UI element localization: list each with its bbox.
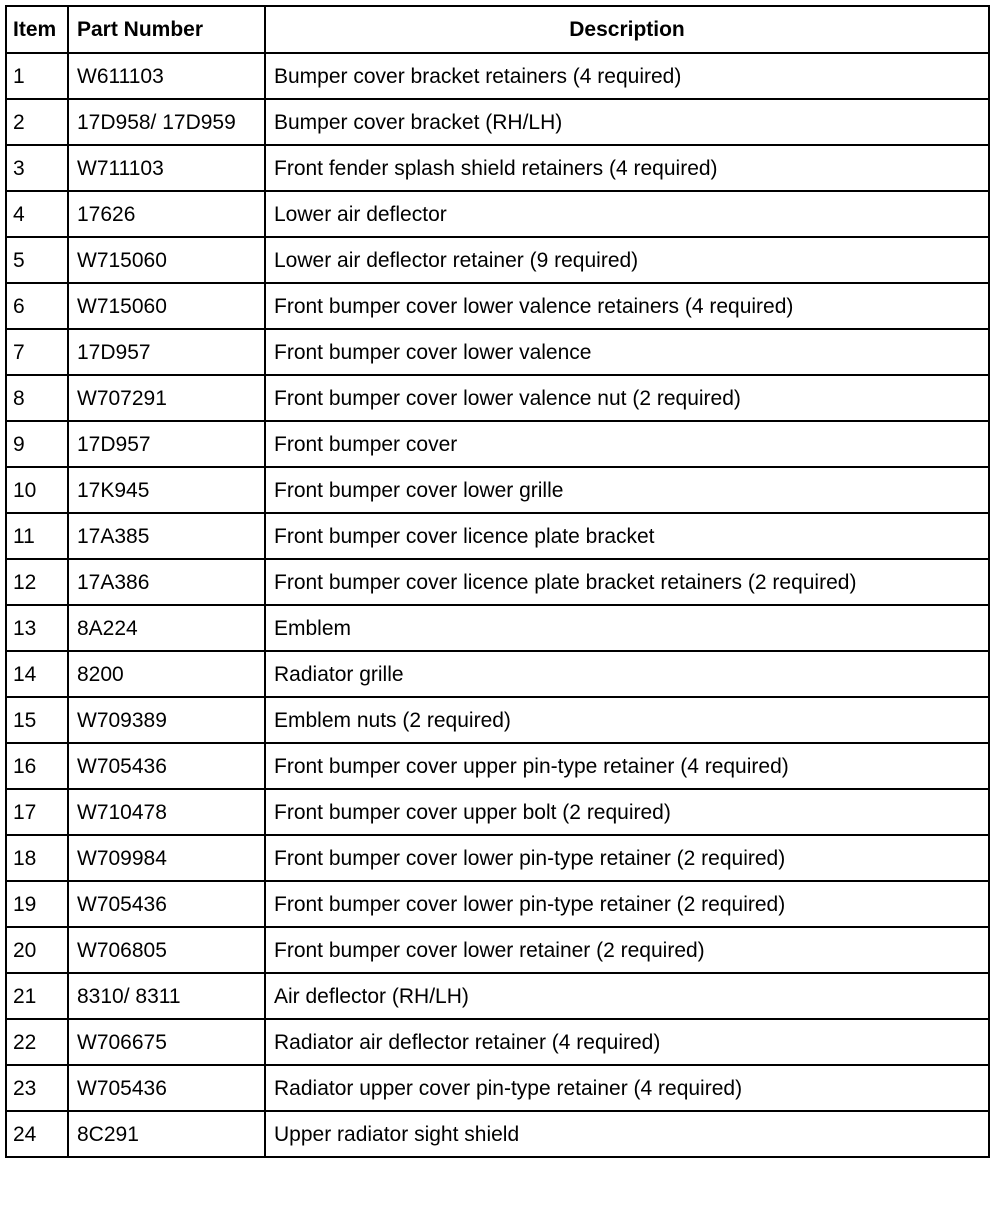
table-row [6, 743, 989, 789]
cell-part-number: W706675 [68, 1019, 265, 1065]
table-header-row [6, 6, 989, 53]
table-body [6, 53, 989, 1157]
cell-part-number: 8C291 [68, 1111, 265, 1157]
table-row [6, 283, 989, 329]
cell-description: Front bumper cover lower pin-type retainer (2 required) [265, 881, 989, 927]
cell-item: 15 [6, 697, 68, 743]
cell-part-number: 17D957 [68, 329, 265, 375]
column-header-part-number: Part Number [68, 6, 265, 53]
cell-part-number: 8200 [68, 651, 265, 697]
cell-part-number: 17A385 [68, 513, 265, 559]
cell-description: Lower air deflector [265, 191, 989, 237]
cell-item: 14 [6, 651, 68, 697]
cell-item: 9 [6, 421, 68, 467]
cell-description: Front fender splash shield retainers (4 required) [265, 145, 989, 191]
cell-item: 6 [6, 283, 68, 329]
cell-description: Front bumper cover [265, 421, 989, 467]
cell-description: Emblem [265, 605, 989, 651]
cell-item: 13 [6, 605, 68, 651]
cell-item: 18 [6, 835, 68, 881]
table-row [6, 145, 989, 191]
cell-item: 1 [6, 53, 68, 99]
cell-description: Radiator upper cover pin-type retainer (4 required) [265, 1065, 989, 1111]
table-row [6, 927, 989, 973]
cell-part-number: W709389 [68, 697, 265, 743]
table-row [6, 651, 989, 697]
cell-description: Radiator grille [265, 651, 989, 697]
cell-item: 8 [6, 375, 68, 421]
cell-description: Front bumper cover lower pin-type retainer (2 required) [265, 835, 989, 881]
table-row [6, 421, 989, 467]
cell-item: 5 [6, 237, 68, 283]
cell-item: 3 [6, 145, 68, 191]
cell-part-number: W710478 [68, 789, 265, 835]
cell-part-number: 17A386 [68, 559, 265, 605]
cell-part-number: W711103 [68, 145, 265, 191]
cell-description: Front bumper cover upper bolt (2 required) [265, 789, 989, 835]
cell-item: 4 [6, 191, 68, 237]
cell-description: Front bumper cover licence plate bracket retainers (2 required) [265, 559, 989, 605]
cell-part-number: W709984 [68, 835, 265, 881]
cell-part-number: 17D957 [68, 421, 265, 467]
cell-part-number: W611103 [68, 53, 265, 99]
table-row [6, 973, 989, 1019]
column-header-item: Item [6, 6, 68, 53]
table-row [6, 329, 989, 375]
cell-item: 23 [6, 1065, 68, 1111]
cell-description: Upper radiator sight shield [265, 1111, 989, 1157]
cell-part-number: 17D958/ 17D959 [68, 99, 265, 145]
cell-description: Bumper cover bracket retainers (4 required) [265, 53, 989, 99]
cell-description: Front bumper cover lower valence retainers (4 required) [265, 283, 989, 329]
cell-description: Radiator air deflector retainer (4 required) [265, 1019, 989, 1065]
table-row [6, 191, 989, 237]
table-row [6, 375, 989, 421]
table-row [6, 467, 989, 513]
cell-item: 20 [6, 927, 68, 973]
table-row [6, 99, 989, 145]
cell-item: 10 [6, 467, 68, 513]
cell-description: Front bumper cover lower valence [265, 329, 989, 375]
cell-part-number: 17K945 [68, 467, 265, 513]
cell-description: Front bumper cover upper pin-type retainer (4 required) [265, 743, 989, 789]
table-row [6, 697, 989, 743]
cell-item: 24 [6, 1111, 68, 1157]
table-row [6, 789, 989, 835]
table-row [6, 1019, 989, 1065]
cell-part-number: 8310/ 8311 [68, 973, 265, 1019]
cell-part-number: W706805 [68, 927, 265, 973]
cell-part-number: W715060 [68, 237, 265, 283]
cell-item: 17 [6, 789, 68, 835]
cell-item: 2 [6, 99, 68, 145]
cell-item: 22 [6, 1019, 68, 1065]
table-row [6, 605, 989, 651]
parts-table [5, 5, 990, 1158]
column-header-description: Description [265, 6, 989, 53]
cell-item: 7 [6, 329, 68, 375]
cell-part-number: W705436 [68, 881, 265, 927]
cell-description: Emblem nuts (2 required) [265, 697, 989, 743]
table-row [6, 559, 989, 605]
cell-item: 12 [6, 559, 68, 605]
cell-item: 11 [6, 513, 68, 559]
cell-description: Air deflector (RH/LH) [265, 973, 989, 1019]
table-row [6, 53, 989, 99]
cell-description: Front bumper cover licence plate bracket [265, 513, 989, 559]
cell-part-number: 17626 [68, 191, 265, 237]
table-row [6, 237, 989, 283]
table-row [6, 835, 989, 881]
cell-part-number: W705436 [68, 743, 265, 789]
cell-part-number: W705436 [68, 1065, 265, 1111]
cell-description: Bumper cover bracket (RH/LH) [265, 99, 989, 145]
cell-item: 19 [6, 881, 68, 927]
cell-description: Front bumper cover lower retainer (2 required) [265, 927, 989, 973]
cell-part-number: 8A224 [68, 605, 265, 651]
table-row [6, 1111, 989, 1157]
cell-item: 21 [6, 973, 68, 1019]
cell-description: Lower air deflector retainer (9 required) [265, 237, 989, 283]
table-row [6, 881, 989, 927]
cell-description: Front bumper cover lower valence nut (2 required) [265, 375, 989, 421]
cell-part-number: W715060 [68, 283, 265, 329]
table-row [6, 1065, 989, 1111]
table-row [6, 513, 989, 559]
cell-description: Front bumper cover lower grille [265, 467, 989, 513]
cell-part-number: W707291 [68, 375, 265, 421]
cell-item: 16 [6, 743, 68, 789]
